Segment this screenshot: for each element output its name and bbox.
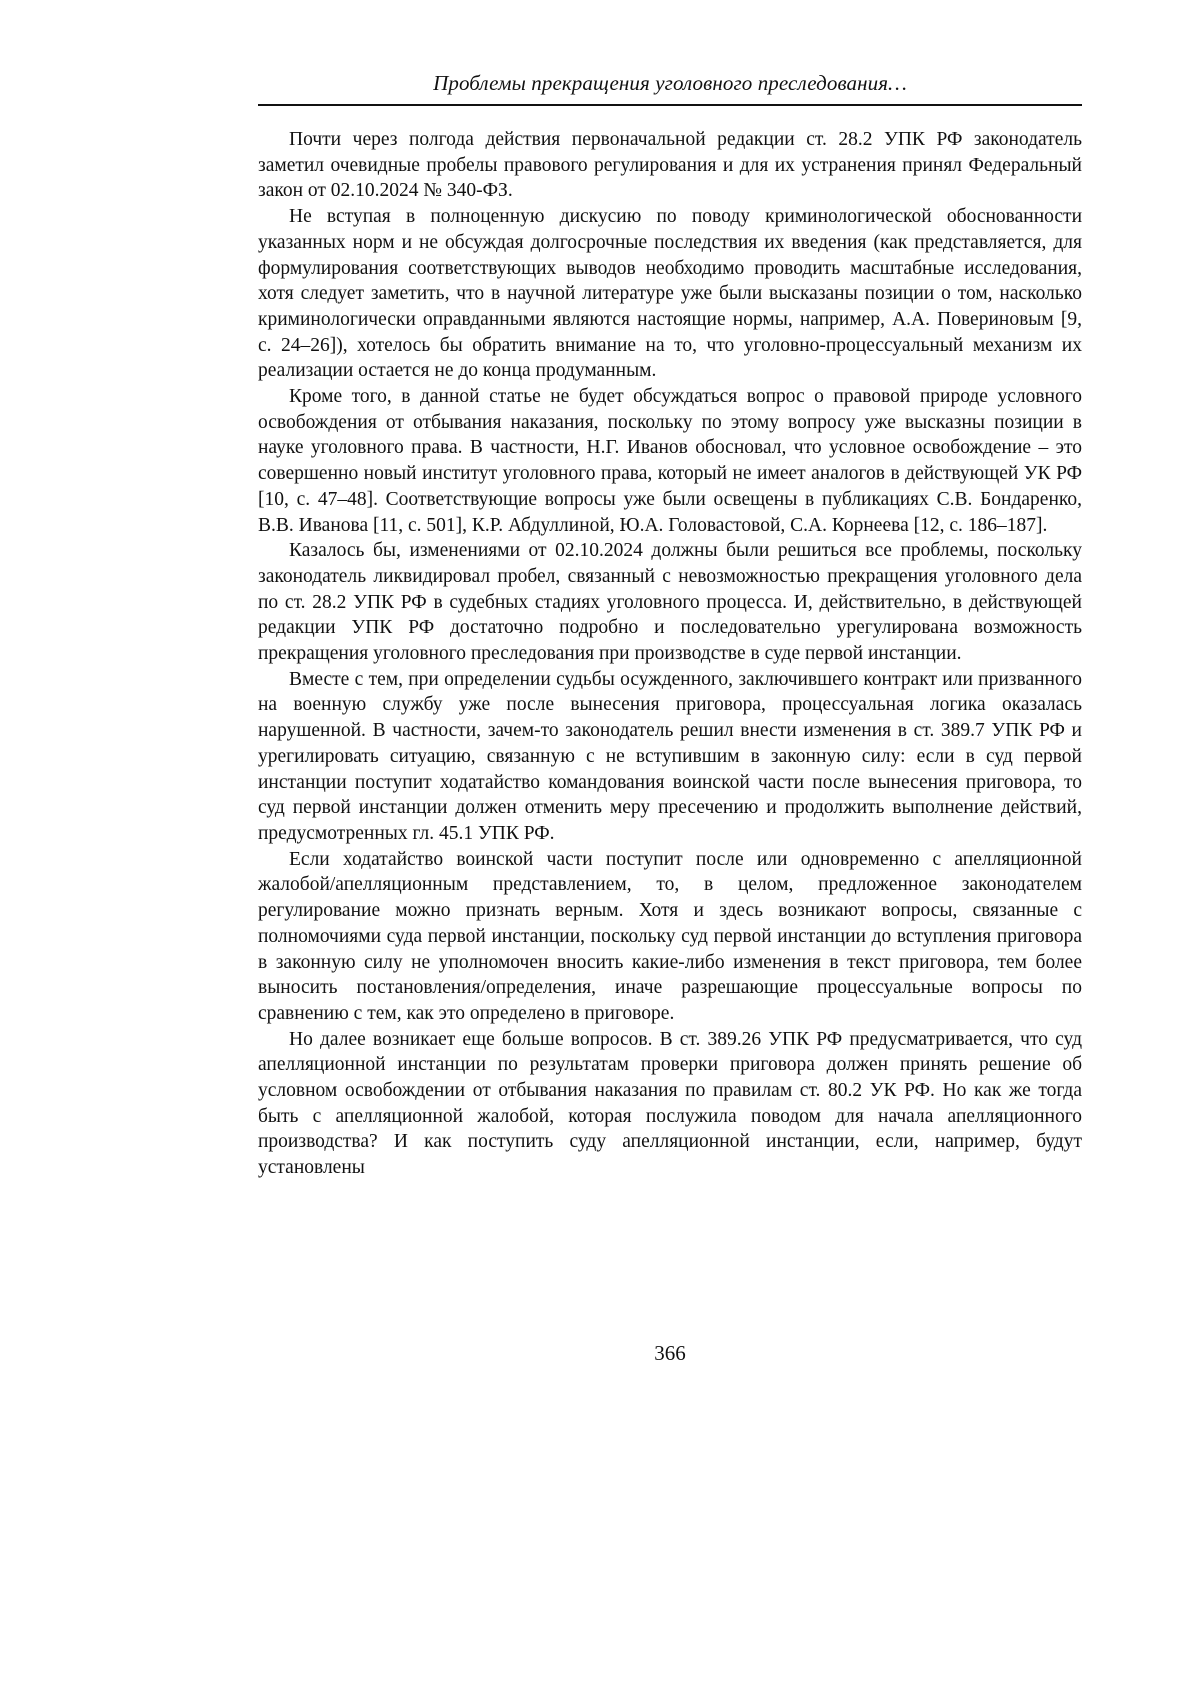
body-text <box>258 127 1082 1181</box>
paragraph: Вместе с тем, при определении судьбы осужденного, заключившего контракт или призванного на военную службу уже после вынесения приговора, процессуальная логика оказалась нарушенной. В частности, зачем-то законодатель решил внести изменения в ст. 389.7 УПК РФ и урегилировать ситуацию, связанную с не вступившим в законную силу: если в суд первой инстанции поступит ходатайство командования воинской части после вынесения приговора, то суд первой инстанции должен отменить меру пресечению и продолжить выполнение действий, предусмотренных гл. 45.1 УПК РФ. <box>258 668 1082 844</box>
paragraph: Почти через полгода действия первоначальной редакции ст. 28.2 УПК РФ законодатель заметил очевидные пробелы правового регулирования и для их устранения принял Федеральный закон от 02.10.2024 № 340-ФЗ. <box>258 129 1082 202</box>
paragraph: Казалось бы, изменениями от 02.10.2024 должны были решиться все проблемы, поскольку законодатель ликвидировал пробел, связанный с невозможностью прекращения уголовного дела по ст. 28.2 УПК РФ в судебных стадиях уголовного процесса. И, действительно, в действующей редакции УПК РФ достаточно подробно и последовательно урегулирована возможность прекращения уголовного преследования при производстве в суде первой инстанции. <box>258 540 1082 665</box>
paragraph: Кроме того, в данной статье не будет обсуждаться вопрос о правовой природе условного освобождения от отбывания наказания, поскольку по этому вопросу уже высказны позиции в науке уголовного права. В частности, Н.Г. Иванов обосновал, что условное освобождение – это совершенно новый институт уголовного права, который не имеет аналогов в действующей УК РФ [10, с. 47–48]. Соответствующие вопросы уже были освещены в публикациях С.В. Бондаренко, В.В. Иванова [11, с. 501], К.Р. Абдуллиной, Ю.А. Головастовой, С.А. Корнеева [12, с. 186–187]. <box>258 386 1082 536</box>
paragraph: Но далее возникает еще больше вопросов. В ст. 389.26 УПК РФ предусматривается, что суд апелляционной инстанции по результатам проверки приговора должен принять решение об условном освобождении от отбывания наказания по правилам ст. 80.2 УК РФ. Но как же тогда быть с апелляционной жалобой, которая послужила поводом для начала апелляционного производства? И как поступить суду апелляционной инстанции, если, например, будут установлены <box>258 1028 1082 1179</box>
paragraph: Если ходатайство воинской части поступит после или одновременно с апелляционной жалобой/апелляционным представлением, то, в целом, предложенное законодателем регулирование можно признать верным. Хотя и здесь возникают вопросы, связанные с полномочиями суда первой инстанции, поскольку суд первой инстанции до вступления приговора в законную силу не уполномочен вносить какие-либо изменения в текст приговора, тем более выносить постановления/определения, иначе разрешающие процессуальные вопросы по сравнению с тем, как это определено в приговоре. <box>258 848 1082 1024</box>
page-number: 366 <box>654 1341 686 1365</box>
header-rule <box>258 104 1082 106</box>
paragraph: Не вступая в полноценную дискусию по поводу криминологической обоснованности указанных норм и не обсуждая долгосрочные последствия их введения (как представляется, для формулирования соответствующих выводов необходимо проводить масштабные исследования, хотя следует заметить, что в научной литературе уже были высказаны позиции о том, насколько криминологически оправданными являются настоящие нормы, например, А.А. Повериновым [9, с. 24–26]), хотелось бы обратить внимание на то, что уголовно-процессуальный механизм их реализации остается не до конца продуманным. <box>258 206 1082 382</box>
running-header: Проблемы прекращения уголовного преследования… <box>433 71 907 95</box>
